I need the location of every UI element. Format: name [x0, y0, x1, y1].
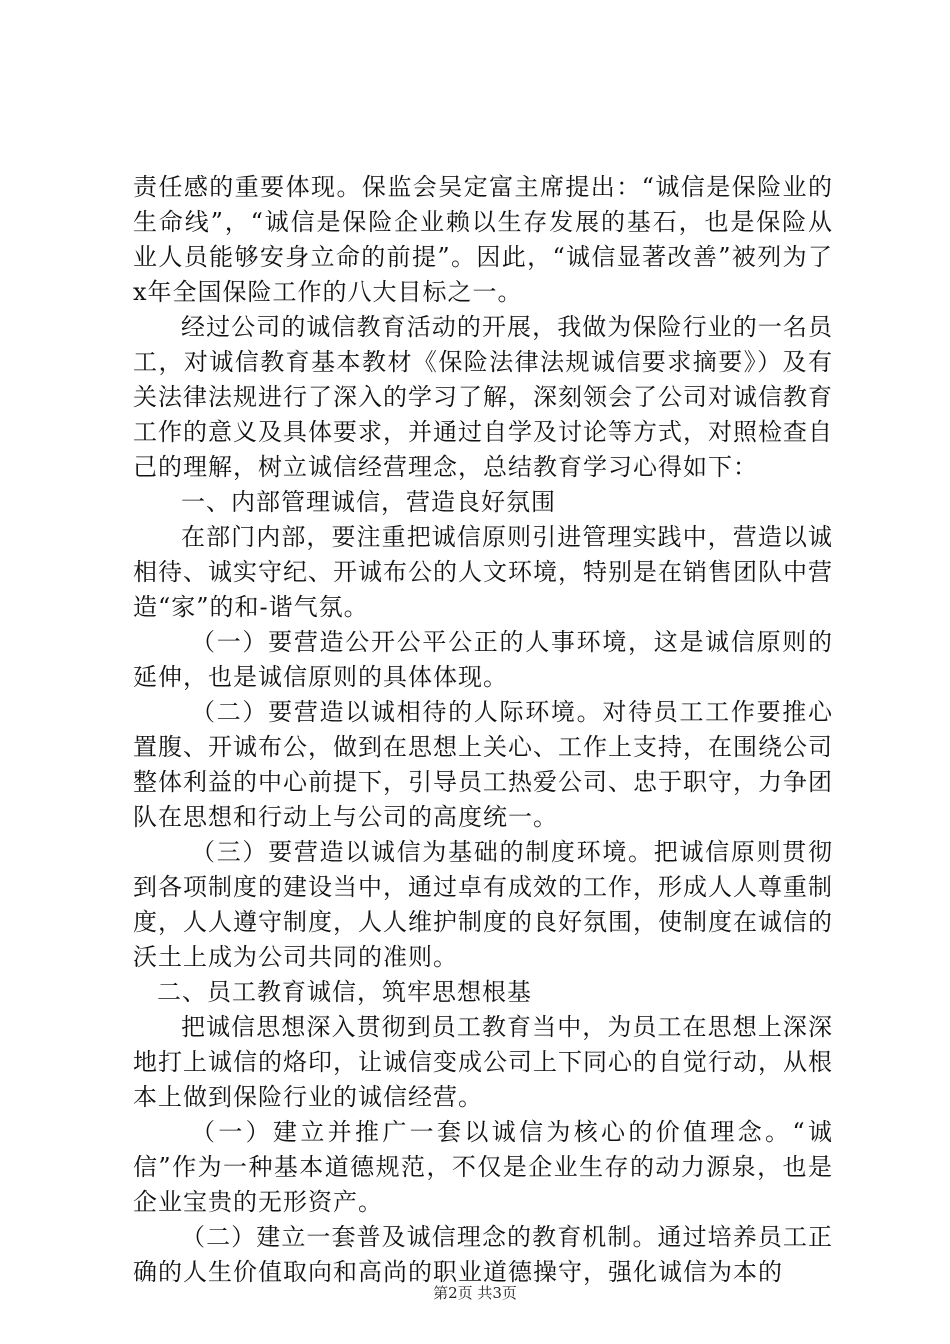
paragraph-5: （二）要营造以诚相待的人际环境。对待员工工作要推心置腹、开诚布公，做到在思想上关心、工作上支持，在围绕公司整体利益的中心前提下，引导员工热爱公司、忠于职守，力争团队在思想和行动上与公司的高度统一。: [133, 698, 833, 831]
document-body: [133, 170, 833, 1290]
paragraph-2: 经过公司的诚信教育活动的开展，我做为保险行业的一名员工，对诚信教育基本教材《保险法律法规诚信要求摘要》）及有关法律法规进行了深入的学习了解，深刻领会了公司对诚信教育工作的意义及具体要求，并通过自学及讨论等方式，对照检查自己的理解，树立诚信经营理念，总结教育学习心得如下：: [133, 313, 833, 481]
paragraph-3: 在部门内部，要注重把诚信原则引进管理实践中，营造以诚相待、诚实守纪、开诚布公的人文环境，特别是在销售团队中营造“家”的和-谐气氛。: [133, 523, 833, 621]
paragraph-9: （二）建立一套普及诚信理念的教育机制。通过培养员工正确的人生价值取向和高尚的职业道德操守，强化诚信为本的: [133, 1223, 833, 1286]
paragraph-4: （一）要营造公开公平公正的人事环境，这是诚信原则的延伸，也是诚信原则的具体体现。: [133, 628, 833, 691]
paragraph-7: 把诚信思想深入贯彻到员工教育当中，为员工在思想上深深地打上诚信的烙印，让诚信变成公司上下同心的自觉行动，从根本上做到保险行业的诚信经营。: [133, 1013, 833, 1111]
section-heading-2: 二、员工教育诚信，筑牢思想根基: [157, 978, 532, 1006]
section-heading-1: 一、内部管理诚信，营造良好氛围: [181, 488, 556, 516]
paragraph-1: 责任感的重要体现。保监会吴定富主席提出：“诚信是保险业的生命线”，“诚信是保险企业赖以生存发展的基石，也是保险从业人员能够安身立命的前提”。因此，“诚信显著改善”被列为了x年全国保险工作的八大目标之一。: [133, 173, 833, 306]
paragraph-8: （一）建立并推广一套以诚信为核心的价值理念。“诚信”作为一种基本道德规范，不仅是企业生存的动力源泉，也是企业宝贵的无形资产。: [133, 1118, 833, 1216]
page-footer: 第2页 共3页: [433, 1284, 517, 1302]
paragraph-6: （三）要营造以诚信为基础的制度环境。把诚信原则贯彻到各项制度的建设当中，通过卓有成效的工作，形成人人尊重制度，人人遵守制度，人人维护制度的良好氛围，使制度在诚信的沃土上成为公司共同的准则。: [133, 838, 833, 971]
